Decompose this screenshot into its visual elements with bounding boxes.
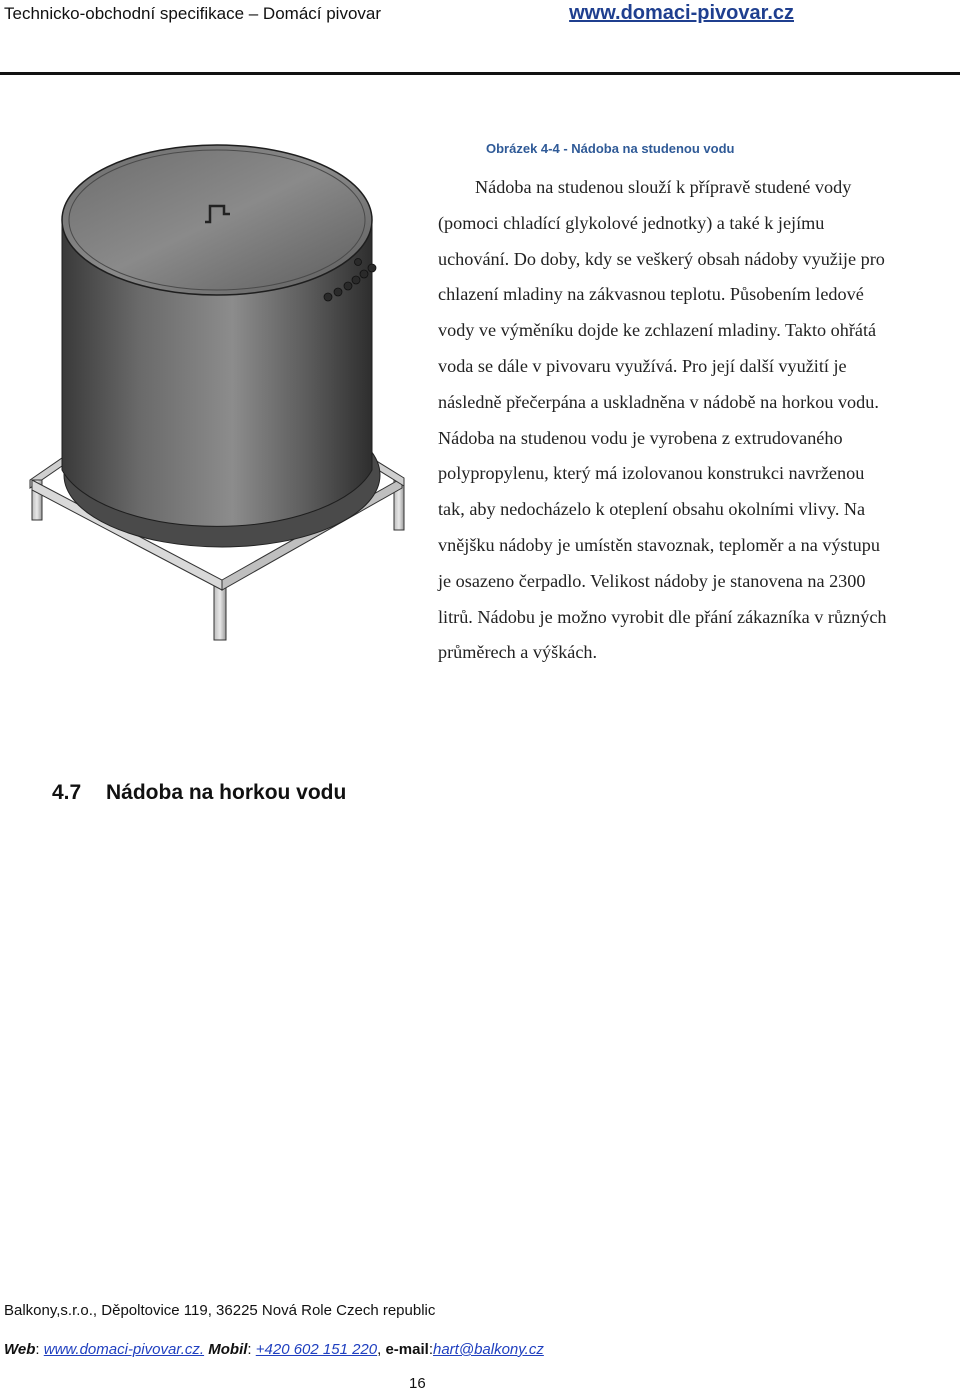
body-paragraph [438,170,952,671]
body-line: je osazeno čerpadlo. Velikost nádoby je stanovena na 2300 [438,570,866,591]
body-line: vody ve výměníku dojde ke zchlazení mladiny. Takto ohřátá [438,320,877,341]
email-label: e-mail [385,1341,429,1358]
tank-lid [62,145,372,295]
web-label: Web [4,1341,36,1358]
body-line: tak, aby nedocházelo k oteplení obsahu okolními vlivy. Na [438,499,866,520]
body-line: uchování. Do doby, kdy se veškerý obsah nádoby využije pro [438,248,885,269]
mobile-label: Mobil [208,1341,248,1358]
body-line: (pomoci chladící glykolové jednotky) a také k jejímu [438,212,825,233]
body-line: voda se dále v pivovaru využívá. Pro její další využití je [438,355,847,376]
section-title: Nádoba na horkou vodu [106,781,347,804]
body-line: následně přečerpána a uskladněna v nádobě na horkou vodu. [438,391,879,412]
body-line: chlazení mladiny na zákvasnou teplotu. Působením ledové [438,284,864,305]
body-line: Nádoba na studenou vodu je vyrobena z extrudovaného [438,427,843,448]
figure-caption: Obrázek 4-4 - Nádoba na studenou vodu [486,141,735,156]
footer-contact: Web: www.domaci-pivovar.cz. Mobil: +420 602 151 220, e-mail:hart@balkony.cz [4,1341,544,1358]
header-divider [0,72,960,75]
header-title: Technicko-obchodní specifikace – Domácí pivovar [4,4,382,23]
email-link[interactable]: hart@balkony.cz [433,1341,544,1358]
mobile-link[interactable]: +420 602 151 220 [255,1341,378,1358]
body-line: litrů. Nádobu je možno vyrobit dle přání zákazníka v různých [438,606,887,627]
body-line: Nádoba na studenou slouží k přípravě studené vody [475,177,852,197]
section-number: 4.7 [52,781,82,804]
body-line: vnějšku nádoby je umístěn stavoznak, teploměr a na výstupu [438,534,880,555]
cold-water-tank-illustration [22,140,422,650]
body-line: polypropylenu, který má izolovanou konstrukci navrženou [438,463,865,484]
section-heading [52,781,346,805]
body-line: průměrech a výškách. [438,642,598,663]
web-link[interactable]: www.domaci-pivovar.cz. [43,1341,205,1358]
page-number: 16 [409,1375,426,1392]
header-website-link[interactable]: www.domaci-pivovar.cz [569,2,794,24]
footer-address: Balkony,s.r.o., Děpoltovice 119, 36225 Nová Role Czech republic [4,1302,436,1319]
